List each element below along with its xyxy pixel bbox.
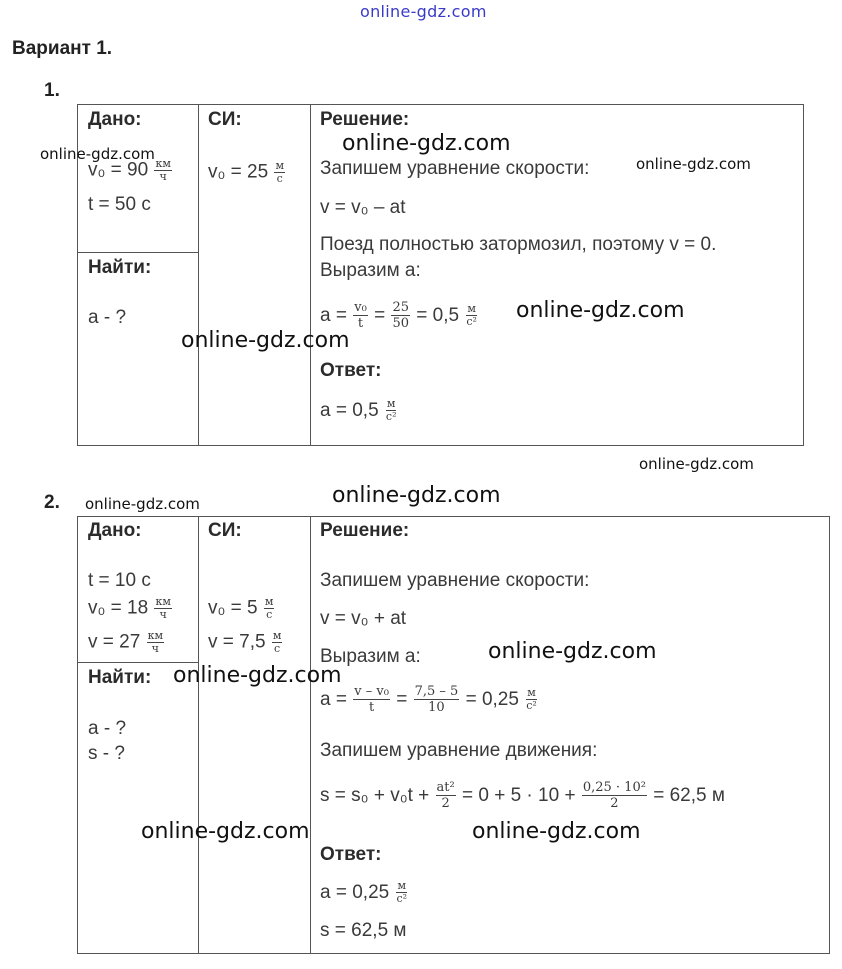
watermark-1: online-gdz.com <box>40 145 155 163</box>
p2-sol-line4: Запишем уравнение движения: <box>320 740 598 761</box>
p2-solution-header: Решение: <box>320 520 410 541</box>
p2-find-s: s - ? <box>88 743 125 764</box>
p2-answer-s: s = 62,5 м <box>320 920 407 941</box>
p1-sol-equation: a = $\frac{\text{v₀}}{t}$ = $\frac{25}{50}$ = 0,5 $\frac{м}{\text{с²}}$ <box>320 300 477 331</box>
p1-given-header: Дано: <box>88 109 142 130</box>
p2-sol-equation-s: s = s₀ + v₀t + $\frac{\text{at²}}{2}$ = 0 + 5 · 10 + $\frac{\text{0,25 · 10²}}{2}$ = 62,5 м <box>320 780 725 811</box>
p1-sol-line4: Выразим а: <box>320 260 421 281</box>
problem-2-number: 2. <box>44 492 60 513</box>
p2-find-a: a - ? <box>88 718 127 739</box>
p2-si-v0: v₀ = 5 $\frac{м}{с}$ <box>208 595 274 621</box>
p1-sol-line2: v = v₀ – at <box>320 197 406 218</box>
p2-given-v0: v₀ = 18 $\frac{км}{ч}$ <box>88 595 171 621</box>
p1-given-v0: v₀ = 90 $\frac{км}{ч}$ <box>88 157 171 183</box>
p1-answer-label: Ответ: <box>320 360 382 381</box>
watermark-11: online-gdz.com <box>141 819 310 844</box>
watermark-8: online-gdz.com <box>332 483 501 508</box>
p2-given-v: v = 27 $\frac{км}{ч}$ <box>88 629 164 655</box>
p1-sol-line3: Поезд полностью затормозил, поэтому v = 0. <box>320 234 717 255</box>
watermark-9: online-gdz.com <box>488 639 657 664</box>
watermark-4: online-gdz.com <box>516 298 685 323</box>
p2-si-header: СИ: <box>208 520 242 541</box>
p2-answer-a: a = 0,25 $\frac{м}{\text{с²}}$ <box>320 879 408 905</box>
watermark-12: online-gdz.com <box>472 819 641 844</box>
p2-si-v: v = 7,5 $\frac{м}{с}$ <box>208 629 282 655</box>
p2-given-t: t = 10 с <box>88 570 151 591</box>
p1-answer: a = 0,5 $\frac{м}{\text{с²}}$ <box>320 397 397 423</box>
watermark-5: online-gdz.com <box>181 328 350 353</box>
p2-given-header: Дано: <box>88 520 142 541</box>
watermark-3: online-gdz.com <box>636 155 751 173</box>
p2-sol-line1: Запишем уравнение скорости: <box>320 570 590 591</box>
watermark-2: online-gdz.com <box>342 131 511 156</box>
p1-given-t: t = 50 с <box>88 194 151 215</box>
variant-heading: Вариант 1. <box>12 38 113 59</box>
problem-1-number: 1. <box>44 80 60 101</box>
p1-sol-line1: Запишем уравнение скорости: <box>320 158 590 179</box>
p2-sol-line2: v = v₀ + at <box>320 608 407 629</box>
p1-si-header: СИ: <box>208 109 242 130</box>
watermark-7: online-gdz.com <box>85 495 200 513</box>
p2-sol-line3: Выразим а: <box>320 646 421 667</box>
p2-sol-equation-a: a = $\frac{\text{v – v₀}}{t}$ = $\frac{7,5 - 5}{10}$ = 0,25 $\frac{м}{\text{с²}}$ <box>320 684 537 715</box>
p1-solution-header: Решение: <box>320 109 410 130</box>
p1-si-v0: v₀ = 25 $\frac{м}{с}$ <box>208 159 285 185</box>
p1-find-header: Найти: <box>88 257 152 278</box>
watermark-top: online-gdz.com <box>360 2 487 21</box>
p2-answer-label: Ответ: <box>320 844 382 865</box>
p2-find-header: Найти: <box>88 667 152 688</box>
watermark-10: online-gdz.com <box>173 663 342 688</box>
p1-find-a: a - ? <box>88 307 127 328</box>
watermark-6: online-gdz.com <box>639 455 754 473</box>
